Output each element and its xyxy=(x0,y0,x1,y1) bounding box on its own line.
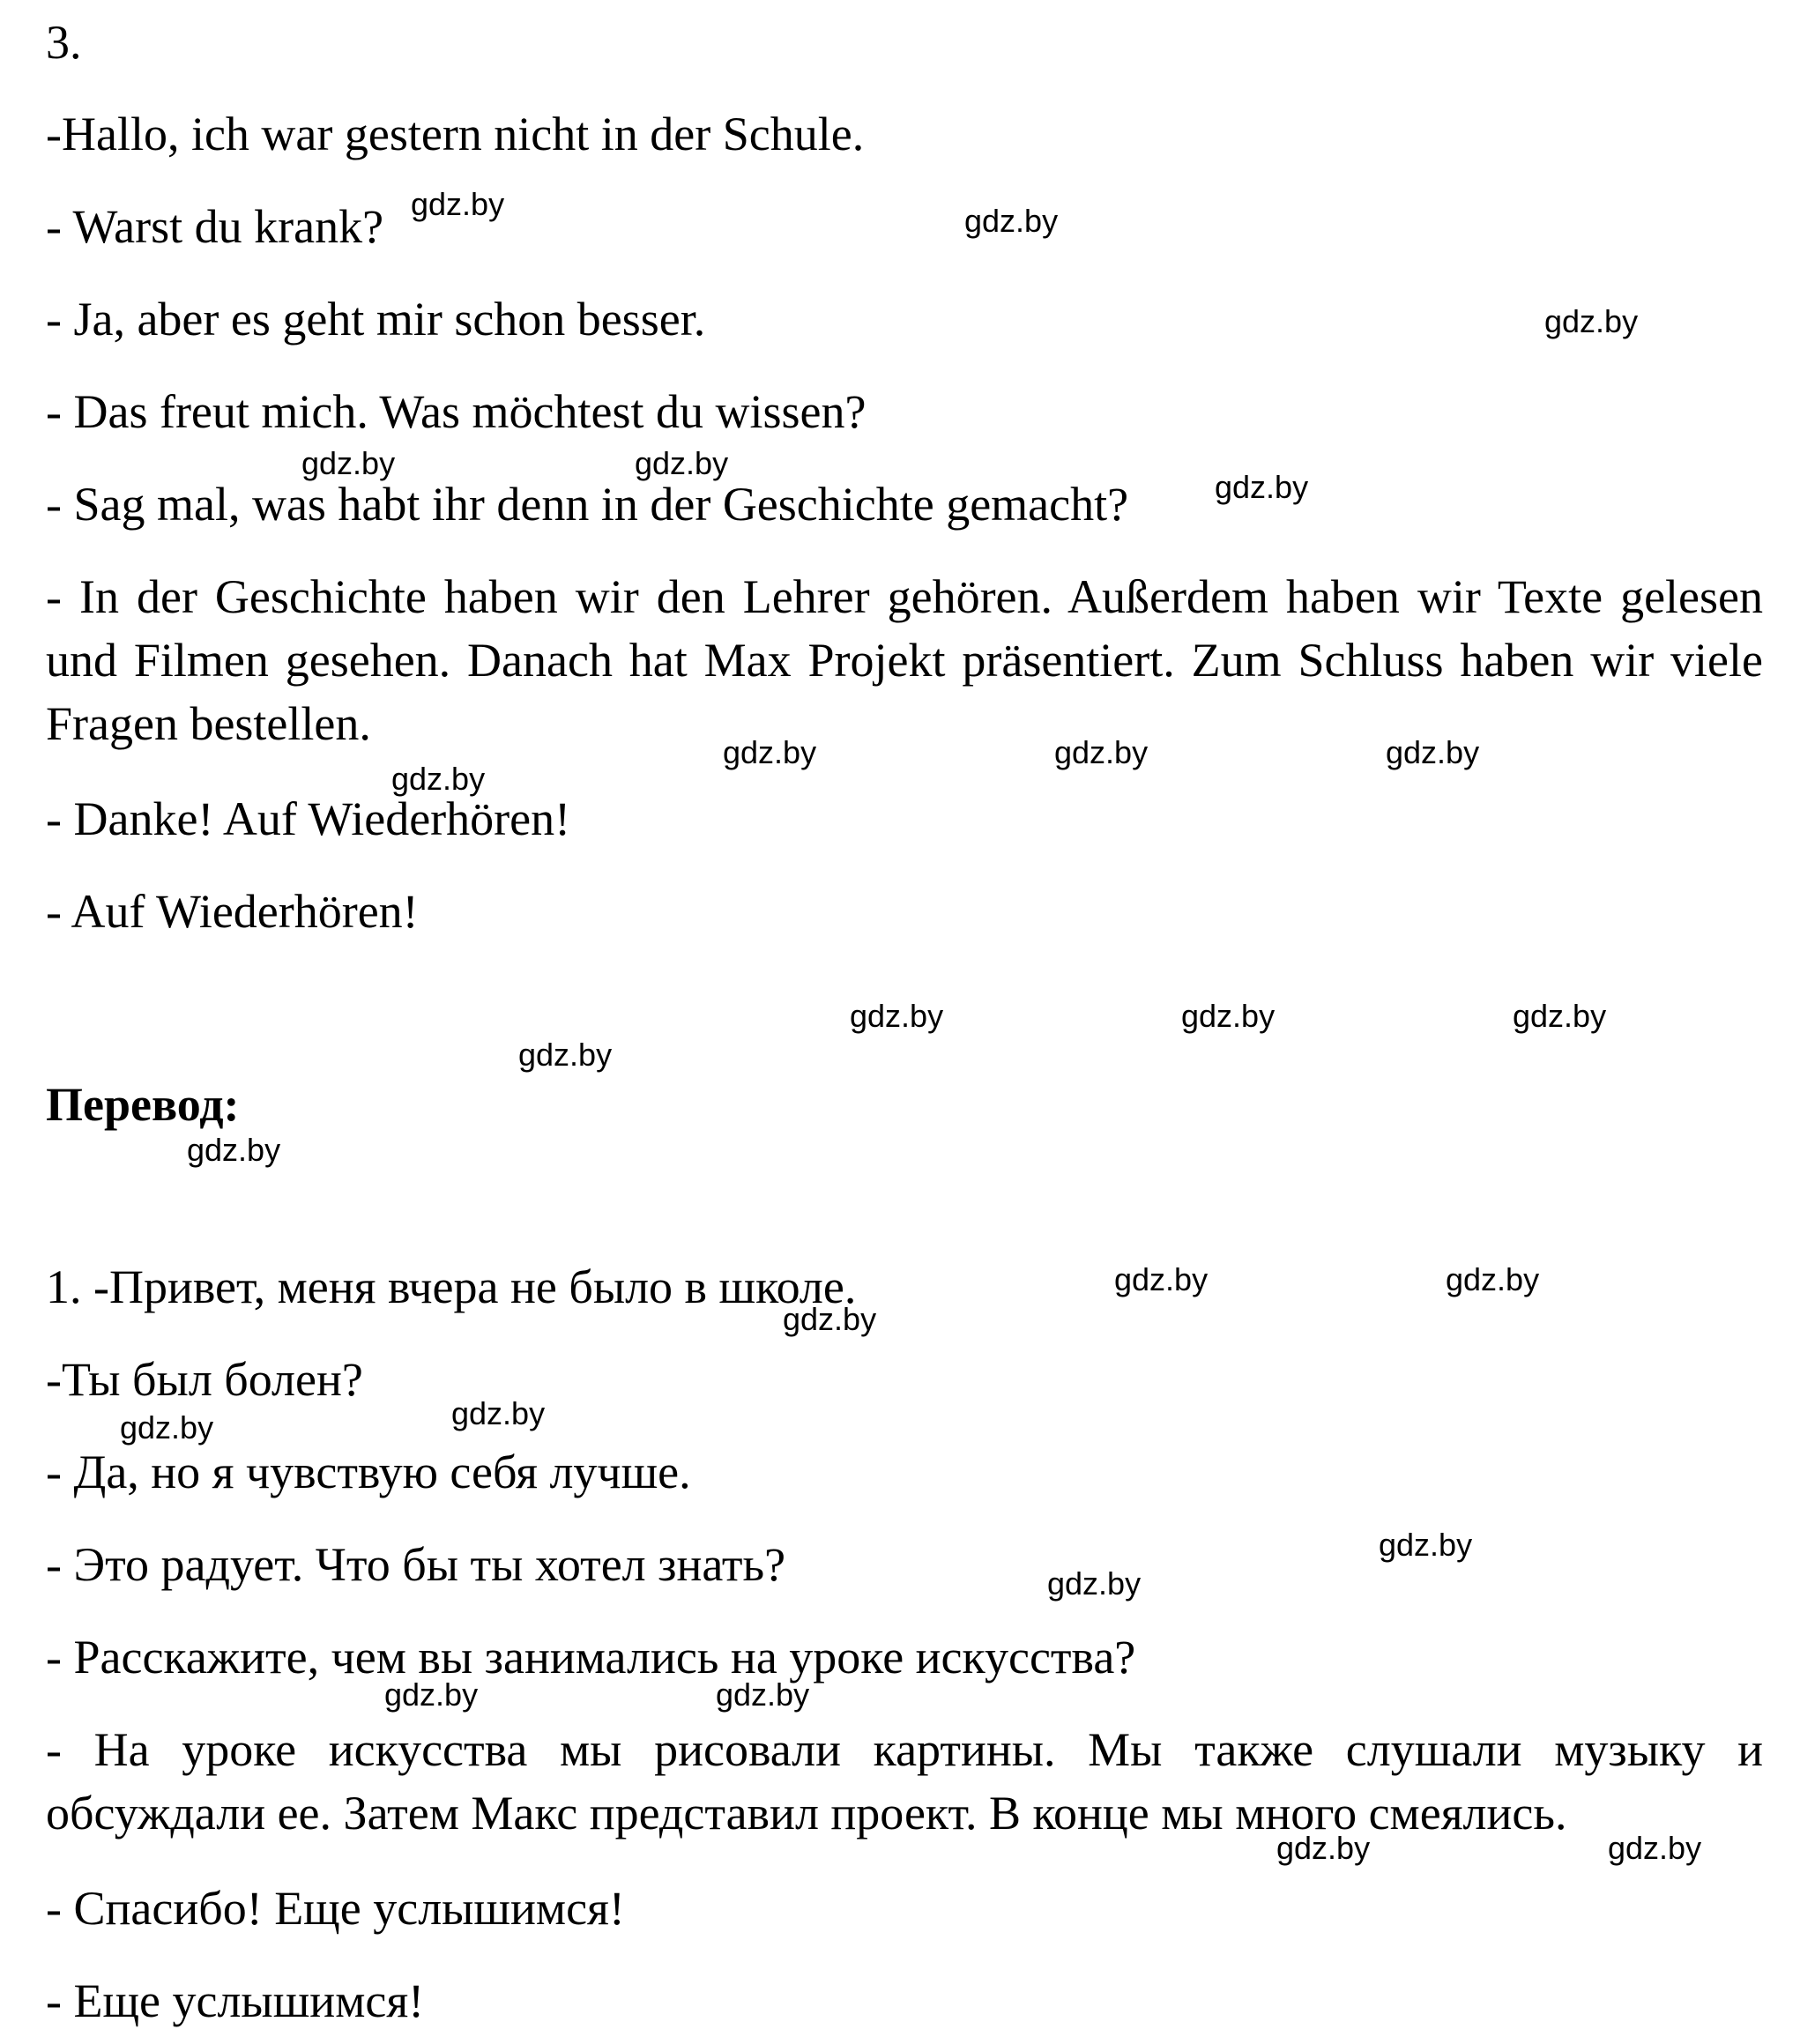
translation-heading: Перевод: xyxy=(46,1078,240,1131)
german-line-2: - Warst du krank? xyxy=(46,200,384,253)
watermark: gdz.by xyxy=(120,1409,214,1446)
watermark: gdz.by xyxy=(1181,998,1276,1034)
russian-line-7: - Спасибо! Еще услышимся! xyxy=(46,1882,625,1935)
russian-line-4: - Это радует. Что бы ты хотел знать? xyxy=(46,1538,786,1591)
watermark: gdz.by xyxy=(1276,1830,1371,1866)
watermark: gdz.by xyxy=(850,998,944,1034)
russian-line-5: - Расскажите, чем вы занимались на уроке искусства? xyxy=(46,1631,1136,1684)
watermark: gdz.by xyxy=(301,445,396,481)
russian-line-1: 1. -Привет, меня вчера не было в школе. xyxy=(46,1260,857,1313)
watermark: gdz.by xyxy=(1379,1527,1473,1563)
watermark: gdz.by xyxy=(1513,998,1607,1034)
german-line-4: - Das freut mich. Was möchtest du wissen? xyxy=(46,385,867,438)
russian-paragraph: - На уроке искусства мы рисовали картины. Мы также слушали музыку и обсуждали ее. Затем Макс представил проект. В конце мы много смеялись. xyxy=(46,1723,1763,1840)
watermark: gdz.by xyxy=(1215,469,1309,505)
german-line-8: - Auf Wiederhören! xyxy=(46,885,419,938)
watermark: gdz.by xyxy=(635,445,729,481)
german-paragraph: - In der Geschichte haben wir den Lehrer gehören. Außerdem haben wir Texte gelesen und Filmen gesehen. Danach hat Max Projekt präsentiert. Zum Schluss haben wir viele Fragen bestellen. xyxy=(46,570,1763,750)
german-line-5: - Sag mal, was habt ihr denn in der Geschichte gemacht? xyxy=(46,478,1129,531)
german-line-3: - Ja, aber es geht mir schon besser. xyxy=(46,293,706,346)
task-number: 3. xyxy=(46,16,82,69)
watermark: gdz.by xyxy=(411,186,505,222)
watermark: gdz.by xyxy=(384,1676,479,1713)
watermark: gdz.by xyxy=(451,1395,546,1431)
russian-line-2: -Ты был болен? xyxy=(46,1353,363,1406)
watermark: gdz.by xyxy=(1047,1565,1142,1602)
watermark: gdz.by xyxy=(391,761,486,797)
watermark: gdz.by xyxy=(964,203,1059,239)
german-line-7: - Danke! Auf Wiederhören! xyxy=(46,792,571,845)
russian-line-8: - Еще услышимся! xyxy=(46,1974,425,2027)
german-line-1: -Hallo, ich war gestern nicht in der Schule. xyxy=(46,108,865,160)
watermark: gdz.by xyxy=(1114,1261,1209,1297)
watermark: gdz.by xyxy=(187,1132,281,1168)
watermark: gdz.by xyxy=(783,1301,877,1337)
watermark: gdz.by xyxy=(1054,734,1149,770)
watermark: gdz.by xyxy=(1544,303,1639,339)
watermark: gdz.by xyxy=(1608,1830,1702,1866)
watermark: gdz.by xyxy=(1386,734,1480,770)
russian-line-3: - Да, но я чувствую себя лучше. xyxy=(46,1446,691,1498)
watermark: gdz.by xyxy=(518,1037,613,1073)
watermark: gdz.by xyxy=(716,1676,810,1713)
watermark: gdz.by xyxy=(723,734,817,770)
watermark: gdz.by xyxy=(1446,1261,1540,1297)
